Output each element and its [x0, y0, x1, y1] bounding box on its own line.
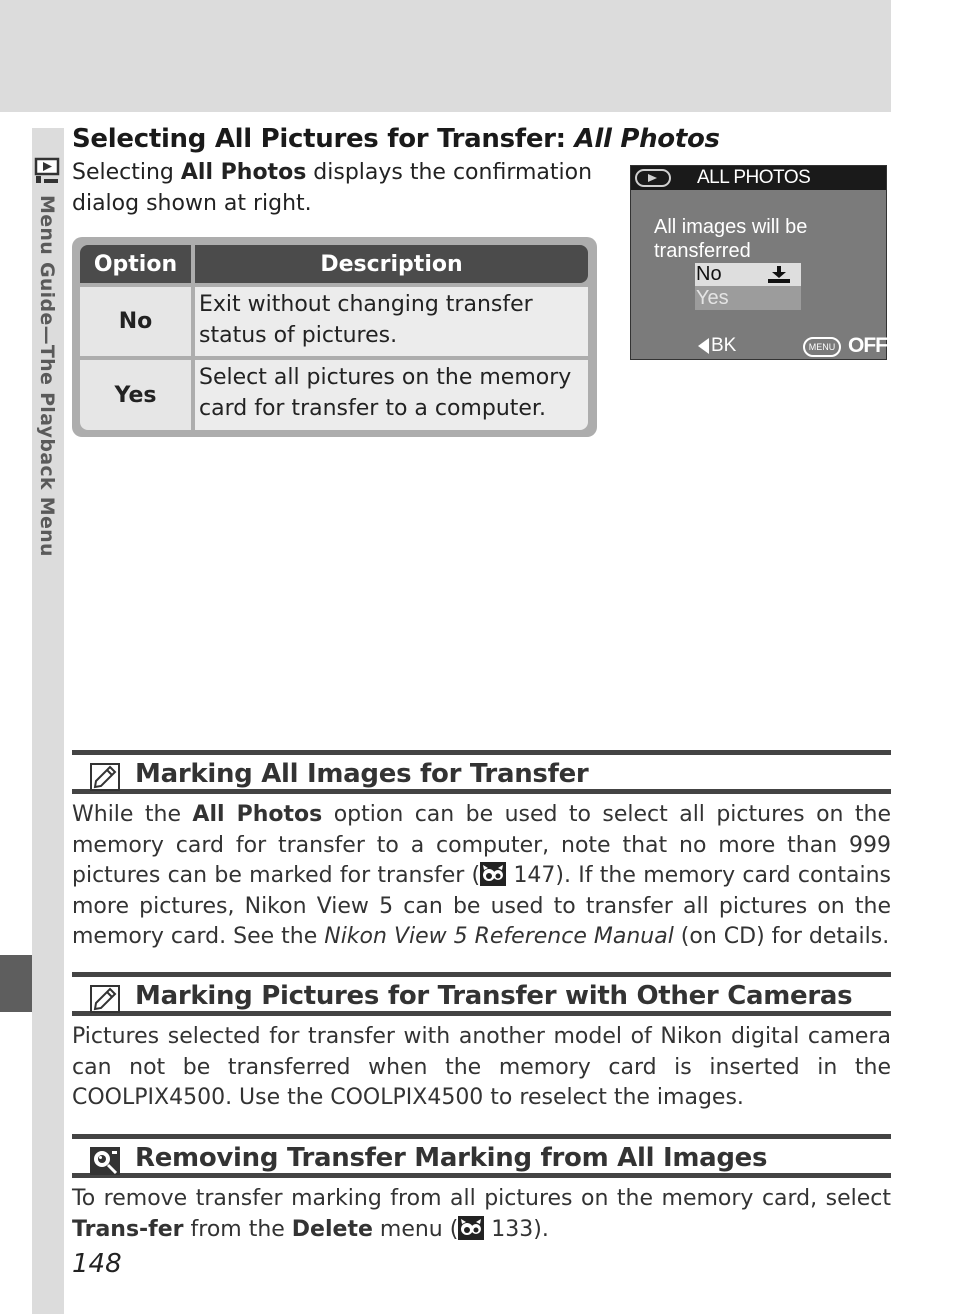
- camera-lcd-dialog: [630, 165, 887, 360]
- intro-text: Selecting All Photos displays the confirmation dialog shown at right.: [72, 160, 593, 216]
- page-reference-icon: [480, 862, 506, 886]
- note-title: Marking All Images for Transfer: [135, 759, 589, 789]
- lcd-option-yes: Yes: [695, 286, 801, 310]
- pencil-note-icon: [90, 763, 120, 791]
- header-option: Option: [80, 245, 191, 283]
- tip-icon: [90, 1147, 120, 1175]
- lcd-title-bar: [631, 166, 886, 190]
- option-no: No: [80, 287, 191, 356]
- lcd-message: All images will be transferred: [654, 216, 808, 262]
- lcd-off: OFF: [848, 334, 887, 357]
- description-no: Exit without changing transfer status of pictures.: [195, 287, 588, 356]
- header-description: Description: [195, 245, 588, 283]
- note-body: Pictures selected for transfer with another model of Nikon digital camera can not be transferred when the memory card is inserted in the COOLPIX4500. Use the COOLPIX4500 to reselect the images.: [72, 1024, 891, 1110]
- header-band: [0, 0, 891, 112]
- section-tab: [0, 955, 32, 1012]
- playback-icon: [635, 169, 671, 187]
- note-title: Marking Pictures for Transfer with Other Cameras: [135, 981, 853, 1011]
- option-yes: Yes: [80, 360, 191, 430]
- pencil-note-icon: [90, 985, 120, 1013]
- note-header: [72, 750, 891, 794]
- page-reference-icon: [458, 1216, 484, 1240]
- lcd-back: BK: [698, 335, 736, 357]
- note-header: [72, 1134, 891, 1178]
- lcd-title: ALL PHOTOS: [697, 167, 811, 188]
- page-title: Selecting All Pictures for Transfer: All Photos: [72, 124, 720, 154]
- note-header: [72, 972, 891, 1016]
- menu-button-icon: MENU: [803, 337, 841, 357]
- description-yes: Select all pictures on the memory card for transfer to a computer.: [195, 360, 588, 430]
- note-title: Removing Transfer Marking from All Images: [135, 1143, 768, 1173]
- note-body: To remove transfer marking from all pictures on the memory card, select Trans-fer from the Delete menu ( 133).: [72, 1186, 891, 1242]
- section-label: Menu Guide—The Playback Menu: [36, 195, 58, 557]
- page-number: 148: [72, 1249, 122, 1279]
- lcd-option-no: No: [695, 263, 801, 286]
- note-body: While the All Photos option can be used to select all pictures on the memory card for transfer to a computer, note that no more than 999 pictures can be marked for transfer ( 147). If the memory card contains more pictures, Nikon View 5 can be used to transfer all pictures on the memory card. See the Nikon View 5 Reference Manual (on CD) for details.: [72, 802, 892, 949]
- options-table: [72, 237, 597, 437]
- download-icon: [767, 266, 791, 284]
- playback-icon: [34, 157, 60, 185]
- back-arrow-icon: [698, 338, 709, 354]
